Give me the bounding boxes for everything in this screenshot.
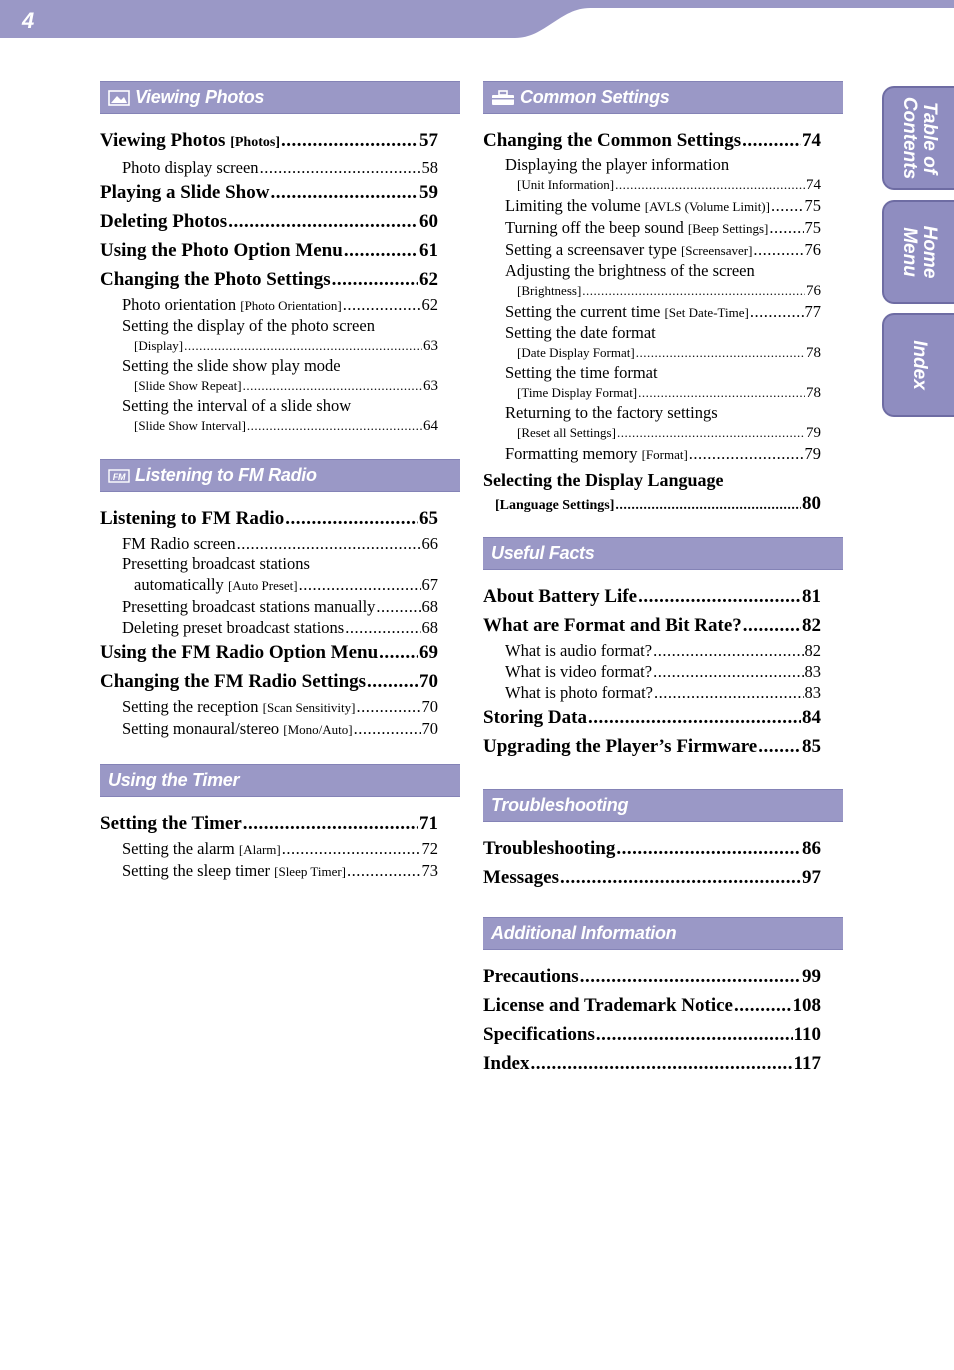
- toc-entry[interactable]: [Slide Show Repeat] ..... 63: [100, 376, 438, 396]
- section-header: [100, 459, 460, 492]
- tab-label: Home: [919, 225, 940, 279]
- section-title: Viewing Photos: [135, 87, 265, 107]
- top-banner: [0, 0, 954, 40]
- toc-entry-title[interactable]: Adjusting the brightness of the screen: [505, 261, 755, 280]
- toc-entry[interactable]: Listening to FM Radio ..... 65: [100, 504, 438, 533]
- toc-entry[interactable]: Presetting broadcast stations manually ..... 68: [100, 596, 438, 617]
- tab-label: Table of: [919, 101, 940, 175]
- section-useful-facts: [483, 537, 843, 761]
- section-additional-information: [483, 917, 843, 1078]
- section-header: [483, 789, 843, 822]
- toc-entry[interactable]: [Slide Show Interval] ..... 64: [100, 416, 438, 436]
- section-header: [100, 764, 460, 797]
- toc-entry[interactable]: Playing a Slide Show ..... 59: [100, 178, 438, 207]
- section-header: [483, 81, 843, 114]
- section-timer: [100, 764, 460, 882]
- section-header: [483, 917, 843, 950]
- toc-entry[interactable]: What are Format and Bit Rate? ..... 82: [483, 611, 821, 640]
- toc-entry[interactable]: [Language Settings] ..... 80: [483, 493, 821, 517]
- toc-entry[interactable]: Setting the sleep timer [Sleep Timer] ..... 73: [100, 860, 438, 882]
- toc-entry-title[interactable]: Setting the time format: [505, 363, 658, 382]
- tab-index[interactable]: [882, 313, 954, 417]
- toc-entry[interactable]: Turning off the beep sound [Beep Settings] ..... 75: [483, 217, 821, 239]
- section-fm-radio: [100, 459, 460, 740]
- toc-entry[interactable]: Changing the Photo Settings ..... 62: [100, 265, 438, 294]
- tab-home-menu[interactable]: [882, 200, 954, 304]
- tab-table-of-contents[interactable]: [882, 86, 954, 190]
- section-title: Troubleshooting: [491, 795, 629, 815]
- tab-label: Menu: [899, 227, 920, 277]
- toc-entry[interactable]: FM Radio screen ..... 66: [100, 533, 438, 554]
- toc-entry[interactable]: Photo orientation [Photo Orientation] ..... 62: [100, 294, 438, 316]
- toc-entry-title[interactable]: Setting the date format: [505, 323, 656, 342]
- section-common-settings: [483, 81, 843, 517]
- toc-entry[interactable]: Troubleshooting ..... 86: [483, 834, 821, 863]
- toc-entry[interactable]: Photo display screen ..... 58: [100, 157, 438, 178]
- toc-entry[interactable]: Precautions ..... 99: [483, 962, 821, 991]
- toc-entry-title[interactable]: Displaying the player information: [505, 155, 730, 174]
- section-header: [483, 537, 843, 570]
- toc-entry-title[interactable]: Returning to the factory settings: [505, 403, 718, 422]
- page-number: 4: [22, 8, 35, 33]
- toc-entry[interactable]: Storing Data ..... 84: [483, 703, 821, 732]
- toc-entry[interactable]: [Time Display Format] ..... 78: [483, 383, 821, 403]
- section-viewing-photos: [100, 81, 460, 436]
- toc-entry[interactable]: Setting the alarm [Alarm] ..... 72: [100, 838, 438, 860]
- toc-entry[interactable]: Limiting the volume [AVLS (Volume Limit)] ..... 75: [483, 195, 821, 217]
- fm-radio-icon: [108, 468, 130, 484]
- toc-entry[interactable]: [Reset all Settings] ..... 79: [483, 423, 821, 443]
- section-troubleshooting: [483, 789, 843, 892]
- toc-entry-title[interactable]: Setting the display of the photo screen: [122, 316, 375, 335]
- tab-label: Contents: [899, 96, 920, 180]
- toc-entry[interactable]: Setting the current time [Set Date-Time] ..... 77: [483, 301, 821, 323]
- toc-entry[interactable]: What is video format? ..... 83: [483, 661, 821, 682]
- section-header: [100, 81, 460, 114]
- toc-entry[interactable]: About Battery Life ..... 81: [483, 582, 821, 611]
- toc-entry[interactable]: Deleting preset broadcast stations ..... 68: [100, 617, 438, 638]
- section-title: Common Settings: [520, 87, 670, 107]
- section-title: Using the Timer: [108, 770, 240, 790]
- section-title: Useful Facts: [491, 543, 595, 563]
- toc-entry[interactable]: Setting monaural/stereo [Mono/Auto] ..... 70: [100, 718, 438, 740]
- toc-entry-title[interactable]: Presetting broadcast stations: [122, 554, 310, 573]
- toc-entry[interactable]: Messages ..... 97: [483, 863, 821, 892]
- section-title: Additional Information: [491, 923, 677, 943]
- toc-entry[interactable]: Index ..... 117: [483, 1049, 821, 1078]
- toc-entry[interactable]: Upgrading the Player’s Firmware ..... 85: [483, 732, 821, 761]
- tab-label: Index: [909, 340, 930, 390]
- photo-icon: [108, 90, 130, 106]
- toc-entry-title[interactable]: Selecting the Display Language: [483, 470, 724, 490]
- toolbox-icon: [491, 90, 515, 106]
- toc-entry[interactable]: [Date Display Format] ..... 78: [483, 343, 821, 363]
- toc-entry[interactable]: What is audio format? ..... 82: [483, 640, 821, 661]
- toc-entry-title[interactable]: Setting the interval of a slide show: [122, 396, 352, 415]
- toc-entry[interactable]: automatically [Auto Preset] ..... 67: [100, 574, 438, 596]
- toc-entry[interactable]: Deleting Photos ..... 60: [100, 207, 438, 236]
- toc-entry[interactable]: License and Trademark Notice ..... 108: [483, 991, 821, 1020]
- toc-entry-title[interactable]: Setting the slide show play mode: [122, 356, 341, 375]
- toc-entry[interactable]: Using the FM Radio Option Menu ..... 69: [100, 638, 438, 667]
- toc-entry[interactable]: Setting the reception [Scan Sensitivity] ..... 70: [100, 696, 438, 718]
- section-title: Listening to FM Radio: [135, 465, 317, 485]
- toc-entry[interactable]: Changing the FM Radio Settings ..... 70: [100, 667, 438, 696]
- toc-entry[interactable]: Formatting memory [Format] ..... 79: [483, 443, 821, 465]
- toc-entry[interactable]: [Brightness] ..... 76: [483, 281, 821, 301]
- svg-text:FM: FM: [112, 471, 126, 482]
- toc-entry[interactable]: Setting a screensaver type [Screensaver] ..... 76: [483, 239, 821, 261]
- toc-entry[interactable]: Using the Photo Option Menu ..... 61: [100, 236, 438, 265]
- toc-entry[interactable]: What is photo format? ..... 83: [483, 682, 821, 703]
- toc-entry[interactable]: Viewing Photos [Photos] ..... 57: [100, 126, 438, 157]
- toc-entry[interactable]: Specifications ..... 110: [483, 1020, 821, 1049]
- toc-entry[interactable]: Setting the Timer ..... 71: [100, 809, 438, 838]
- toc-entry[interactable]: Changing the Common Settings ..... 74: [483, 126, 821, 155]
- toc-entry[interactable]: [Unit Information] ..... 74: [483, 175, 821, 195]
- toc-entry[interactable]: [Display] ..... 63: [100, 336, 438, 356]
